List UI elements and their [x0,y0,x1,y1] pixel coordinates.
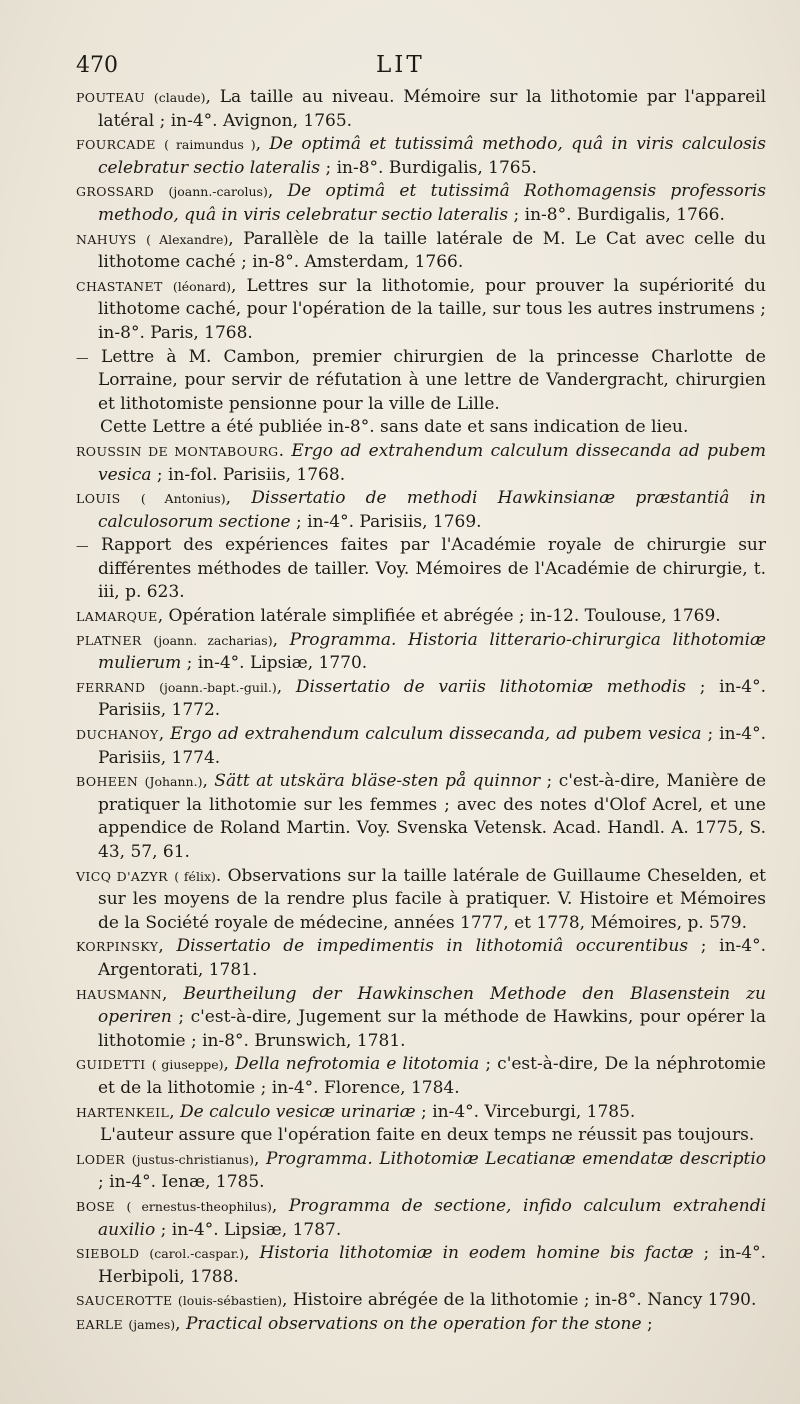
author-name: GUIDETTI [76,1057,146,1073]
entry-imprint: ; in-4°. Argentorati, 1781. [98,936,766,980]
entry-title: De optimâ et tutissimâ Rothomagensis professoris methodo, quâ in viris celebratur sectio lateralis [98,181,766,225]
entry-imprint: ; in-4°. Parisiis, 1774. [98,724,766,768]
author-given-name: ( ernestus-theophilus) [126,1198,272,1214]
author-given-name: ( giuseppe) [151,1057,224,1073]
author-name: LOUIS [76,491,121,507]
entry-text: , [175,1313,186,1334]
author-given-name: (carol.-caspar.) [149,1246,245,1262]
entry-imprint: ; c'est-à-dire, De la néphrotomie et de la lithotomie ; in-4°. Florence, 1784. [98,1054,766,1098]
author-given-name: (claude) [153,90,206,105]
entry-text: , Histoire abrégée de la lithotomie ; in-8°. Nancy 1790. [282,1290,757,1311]
bibliography-entry [76,228,766,275]
bibliography-entry [76,935,766,982]
entry-text: , [255,134,270,155]
entry-text: , [223,1054,235,1075]
author-given-name: (joann.-bapt.-guil.) [159,679,277,695]
entry-text: , Opération latérale simplifiée et abrégée ; in-12. Toulouse, 1769. [157,606,721,627]
bibliography-entry [76,983,766,1054]
entry-text: , [202,771,215,792]
entry-title: Ergo ad extrahendum calculum dissecanda ad pubem vesica [98,440,766,485]
bibliography-entry [76,1195,766,1242]
entry-text: , [161,983,184,1004]
entry-title: De optimâ et tutissimâ methodo, quâ in viris calculosis celebratur sectio lateralis [98,134,766,178]
author-given-name: ( Antonius) [140,491,226,507]
entry-text: , [225,488,252,509]
author-name: LAMARQUE [76,609,158,625]
bibliography-entry [76,133,766,180]
entry-imprint: ; in-8°. Burdigalis, 1766. [508,204,725,225]
entry-imprint: ; in-4°. Virceburgi, 1785. [415,1101,636,1122]
entry-imprint: ; in-4°. Lipsiæ, 1787. [155,1219,342,1240]
bibliography-entry [76,86,766,133]
bibliography-list [76,86,766,1336]
bibliography-entry [76,346,766,417]
entry-title: Programma. Lithotomiæ Lecatianæ emendatæ descriptio [266,1148,766,1169]
entry-text: , [244,1243,260,1264]
entry-title: Dissertatio de methodi Hawkinsianæ præstantiâ in calculosorum sectione [98,488,766,532]
entry-text: , [158,936,177,957]
bibliography-entry [76,865,766,936]
entry-title: Programma. Historia litterario-chirurgica lithotomiæ mulierum [98,629,766,674]
entry-imprint: ; c'est-à-dire, Jugement sur la méthode de Hawkins, pour opérer la lithotomie ; in-8°. Brunswich, 1781. [98,1007,766,1051]
entry-title: Dissertatio de impedimentis in lithotomiâ occurentibus [176,936,689,957]
entry-imprint: ; in-8°. Burdigalis, 1765. [320,157,537,178]
author-name: VICQ D'AZYR [76,868,168,884]
bibliography-entry [76,1053,766,1100]
entry-title: Historia lithotomiæ in eodem homine bis factæ [259,1243,694,1264]
entry-imprint: ; c'est-à-dire, Manière de pratiquer la lithotomie sur les femmes ; avec des notes d'Olof Acrel, et une appendice de Roland Martin. Voy. Svenska Vetensk. Acad. Handl. A. 1775, S. 43, 57, 61. [98,771,767,862]
author-name: FERRAND [76,679,146,695]
bibliography-entry [76,487,766,534]
author-name: GROSSARD [76,184,155,200]
bibliography-entry [76,1313,766,1337]
author-name: — [76,349,89,365]
entry-text: , [272,629,290,650]
author-name: PLATNER [76,632,142,648]
entry-imprint: ; in-4°. Parisiis, 1769. [290,511,482,532]
entry-text: , [271,1195,289,1216]
bibliography-entry [76,723,766,770]
author-name: NAHUYS [76,231,137,247]
bibliography-entry [76,440,766,487]
author-name: POUTEAU [76,90,146,105]
author-name: HARTENKEIL [76,1104,170,1120]
bibliography-entry [76,275,766,346]
entry-imprint: ; in-4°. Parisiis, 1772. [98,676,767,721]
author-name: BOSE [76,1198,115,1214]
entry-text: . [278,440,292,461]
author-given-name: (léonard) [172,278,232,294]
bibliography-entry [76,1101,766,1125]
bibliography-entry [76,534,766,605]
author-name: SAUCEROTTE [76,1293,173,1309]
entry-title: Ergo ad extrahendum calculum dissecanda, ad pubem vesica [170,724,702,745]
entry-note: L'auteur assure que l'opération faite en deux temps ne réussit pas toujours. [100,1125,755,1146]
entry-title: Dissertatio de variis lithotomiæ methodis [295,676,687,697]
author-given-name: (louis-sébastien) [177,1293,283,1309]
bibliography-entry [76,629,766,676]
author-given-name: (joann. zacharias) [153,632,273,648]
author-name: CHASTANET [76,278,163,294]
author-name: FOURCADE [76,137,156,153]
author-name: DUCHANOY [76,727,159,743]
entry-imprint: ; in-4°. Herbipoli, 1788. [98,1243,767,1287]
entry-imprint: ; in-4°. Ienæ, 1785. [98,1172,265,1193]
entry-text: , [276,676,296,697]
entry-title: Della nefrotomia e litotomia [235,1054,480,1075]
author-name: KORPINSKY [76,939,159,955]
page-header [76,52,766,84]
entry-title: De calculo vesicæ urinariæ [180,1101,416,1122]
author-given-name: ( félix) [174,868,216,884]
bibliography-entry [76,180,766,227]
author-name: HAUSMANN [76,986,162,1002]
entry-text: , [169,1101,181,1122]
entry-imprint: ; in-fol. Parisiis, 1768. [151,464,346,485]
bibliography-entry [76,605,766,629]
entry-text: Rapport des expériences faites par l'Académie royale de chirurgie sur différentes méthodes de tailler. Voy. Mémoires de l'Académie de chirurgie, t. iii, p. 623. [88,535,766,603]
entry-text: , Parallèle de la taille latérale de M. Le Cat avec celle du lithotome caché ; in-8°. Amsterdam, 1766. [98,228,766,273]
author-given-name: (Johann.) [144,774,203,790]
entry-text: , [267,181,288,202]
entry-title: Practical observations on the operation for the stone [185,1313,642,1334]
author-given-name: ( Alexandre) [146,231,229,247]
bibliography-entry [76,676,766,723]
entry-imprint: ; in-4°. Lipsiæ, 1770. [181,653,368,674]
entry-text: . Observations sur la taille latérale de Guillaume Cheselden, et sur les moyens de la rendre plus facile à pratiquer. V. Histoire et Mémoires de la Société royale de médecine, années 1777, et 1778, Mémoires, p. 579. [98,865,767,933]
entry-note: Cette Lettre a été publiée in-8°. sans date et sans indication de lieu. [100,417,689,438]
running-head: LIT [376,52,425,78]
entry-text: , [253,1148,266,1169]
entry-text: , Lettres sur la lithotomie, pour prouver la supériorité du lithotome caché, pour l'opération de la taille, sur tous les autres instrumens ; in-8°. Paris, 1768. [98,275,767,343]
bibliography-entry [76,1148,766,1195]
entry-imprint: ; [641,1313,653,1334]
entry-title: Programma de sectione, infido calculum extrahendi auxilio [98,1195,767,1240]
bibliography-entry [76,1242,766,1289]
entry-title: Beurtheilung der Hawkinschen Methode den Blasenstein zu operiren [98,983,767,1028]
author-name: BOHEEN [76,774,139,790]
author-name: — [76,538,89,554]
author-given-name: (james) [128,1316,176,1332]
author-given-name: ( raimundus ) [164,137,256,153]
author-name: EARLE [76,1316,123,1332]
entry-text: , [158,724,171,745]
entry-text: Lettre à M. Cambon, premier chirurgien de la princesse Charlotte de Lorraine, pour servir de réfutation à une lettre de Vandergracht, chirurgien et lithotomiste pensionne pour la ville de Lille. [88,346,766,414]
bibliography-entry [76,770,766,864]
author-given-name: (joann.-carolus) [168,184,268,200]
bibliography-entry [76,1289,766,1313]
author-name: SIEBOLD [76,1246,140,1262]
entry-text: , La taille au niveau. Mémoire sur la lithotomie par l'appareil latéral ; in-4°. Avignon, 1765. [98,87,767,131]
author-name: ROUSSIN DE MONTABOURG [76,443,279,459]
page-number: 470 [76,53,118,78]
author-name: LODER [76,1151,126,1167]
author-given-name: (justus-christianus) [131,1151,254,1167]
entry-title: Sätt at utskära bläse-sten på quinnor [214,771,541,792]
